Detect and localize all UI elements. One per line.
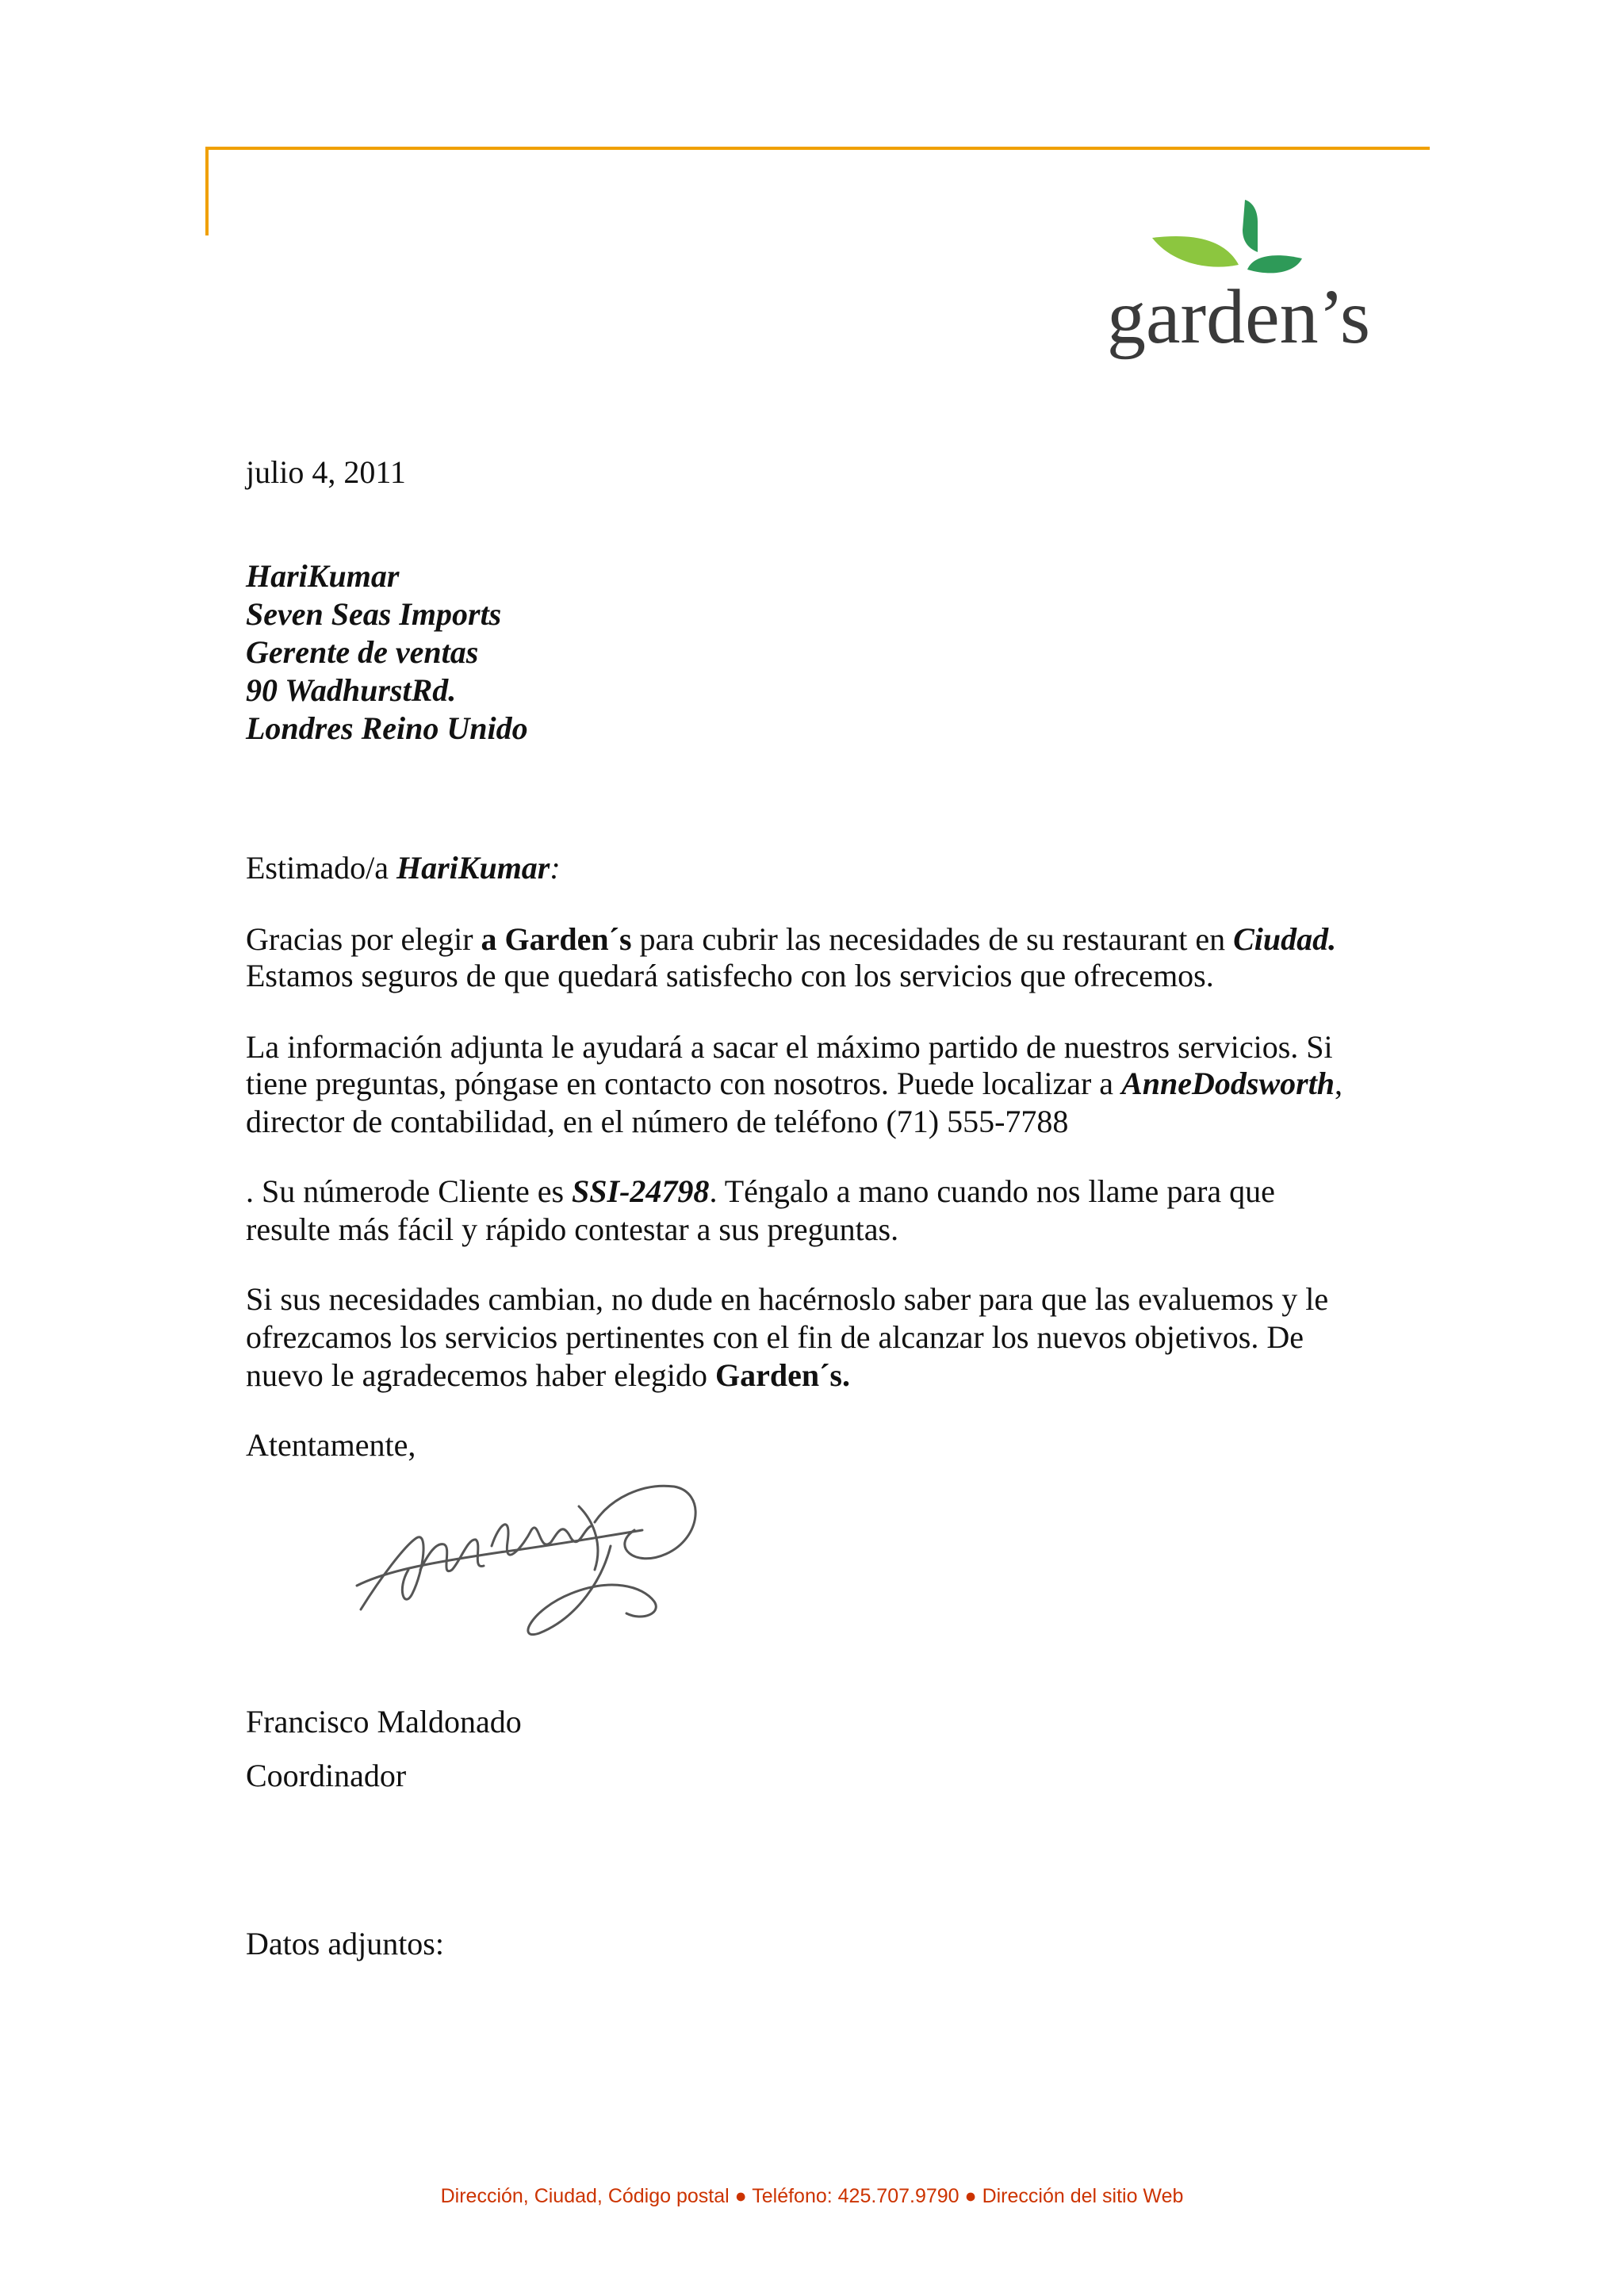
logo-leaf-top [1243, 200, 1258, 252]
recipient-address [246, 557, 528, 748]
sender-title: Coordinador [246, 1758, 407, 1793]
paragraph-3-line-1: . Su númerode Cliente es SSI-24798. Téngalo a mano cuando nos llame para que [246, 1173, 1275, 1209]
footer-contact: Dirección, Ciudad, Código postal ● Teléfono: 425.707.9790 ● Dirección del sitio Web [440, 2185, 1184, 2207]
signature [341, 1451, 737, 1665]
paragraph-2-line-3: director de contabilidad, en el número de teléfono (71) 555-7788 [246, 1104, 1069, 1139]
paragraph-2-line-2: tiene preguntas, póngase en contacto con nosotros. Puede localizar a AnneDodsworth, [246, 1066, 1343, 1101]
closing: Atentamente, [246, 1427, 416, 1463]
sender-name: Francisco Maldonado [246, 1704, 522, 1739]
paragraph-4-line-1: Si sus necesidades cambian, no dude en hacérnoslo saber para que las evaluemos y le [246, 1281, 1329, 1317]
recipient-title: Gerente de ventas [246, 634, 479, 670]
recipient-name: HariKumar [246, 558, 400, 594]
paragraph-1-line-1: Gracias por elegir a Garden´s para cubrir las necesidades de su restaurant en Ciudad. [246, 921, 1337, 957]
letter-date: julio 4, 2011 [246, 454, 406, 490]
paragraph-4-line-3: nuevo le agradecemos haber elegido Garden´s. [246, 1357, 850, 1393]
customer-id: SSI-24798 [572, 1173, 710, 1209]
recipient-company: Seven Seas Imports [246, 596, 502, 632]
recipient-street: 90 WadhurstRd. [246, 672, 457, 708]
paragraph-3-line-2: resulte más fácil y rápido contestar a sus preguntas. [246, 1211, 899, 1247]
paragraph-1-line-2: Estamos seguros de que quedará satisfecho con los servicios que ofrecemos. [246, 958, 1214, 993]
accounting-contact: AnneDodsworth [1121, 1066, 1335, 1101]
frame-line-top [205, 147, 1430, 150]
logo-leaf-left [1152, 236, 1239, 267]
logo-leaf-right [1247, 255, 1302, 273]
company-logo [1045, 159, 1378, 404]
paragraph-2-line-1: La información adjunta le ayudará a sacar el máximo partido de nuestros servicios. Si [246, 1029, 1333, 1065]
paragraph-4-line-2: ofrezcamos los servicios pertinentes con el fin de alcanzar los nuevos objetivos. De [246, 1319, 1304, 1355]
attachments-label: Datos adjuntos: [246, 1926, 444, 1961]
salutation: Estimado/a HariKumar: [246, 850, 561, 886]
frame-line-left [205, 147, 209, 235]
logo-text: garden’s [1107, 274, 1370, 360]
recipient-city: Londres Reino Unido [246, 710, 528, 746]
